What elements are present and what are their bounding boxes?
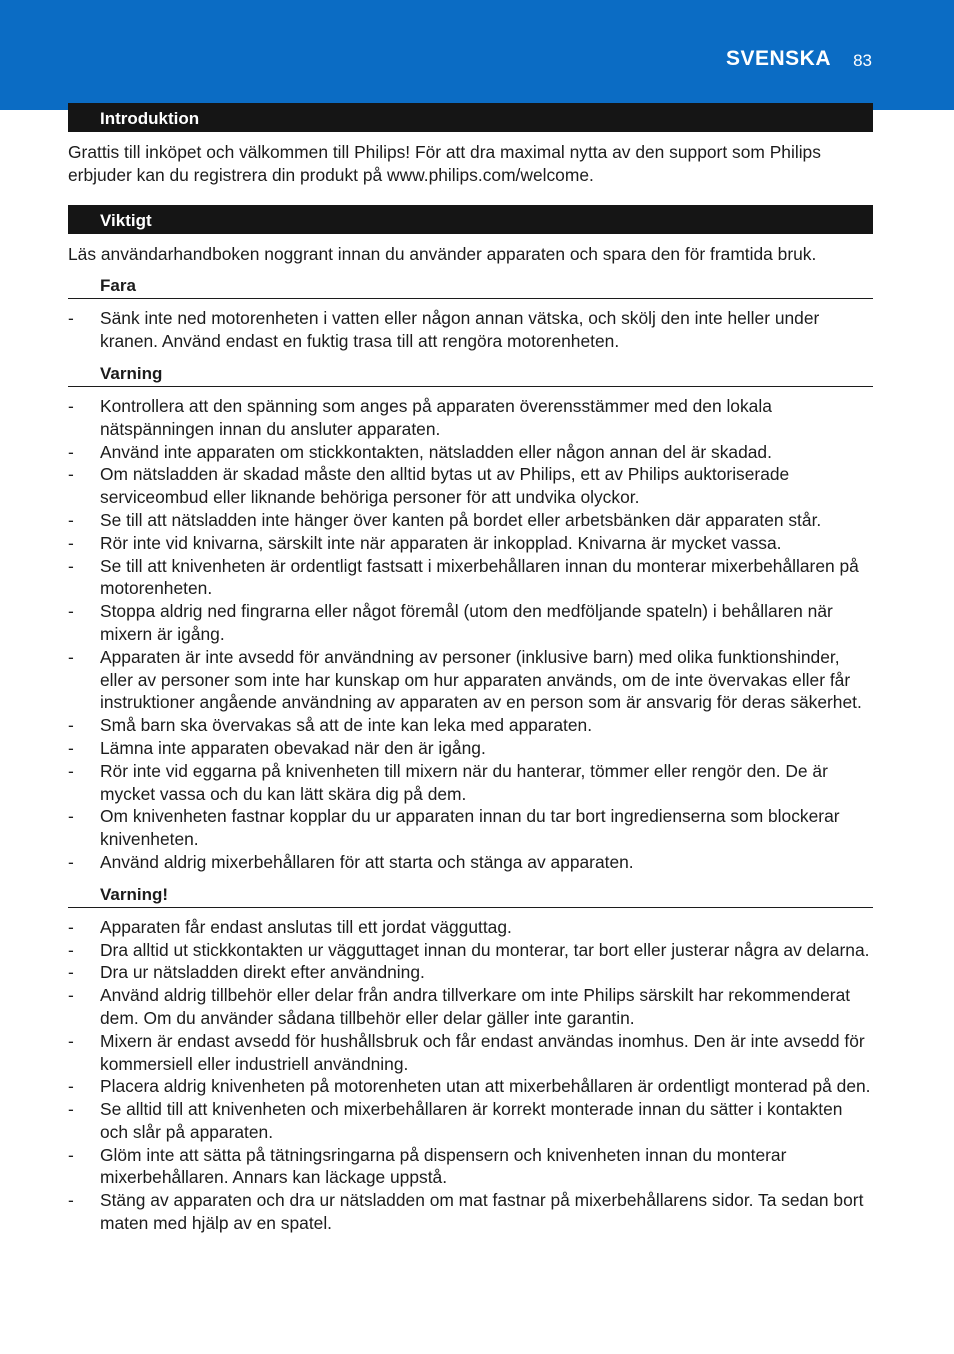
- list-item: - Använd aldrig mixerbehållaren för att starta och stänga av apparaten.: [68, 851, 873, 874]
- list-item: - Om knivenheten fastnar kopplar du ur apparaten innan du tar bort ingredienserna som blockerar knivenheten.: [68, 805, 873, 851]
- section-heading-introduktion: Introduktion: [68, 103, 873, 132]
- list-item: - Om nätsladden är skadad måste den alltid bytas ut av Philips, ett av Philips auktoriserade serviceombud eller liknande behöriga personer för att undvika olyckor.: [68, 463, 873, 509]
- list-item: - Använd inte apparaten om stickkontakten, nätsladden eller någon annan del är skadad.: [68, 441, 873, 464]
- list-item: - Rör inte vid knivarna, särskilt inte när apparaten är inkopplad. Knivarna är mycket vassa.: [68, 532, 873, 555]
- danger-list: [68, 307, 873, 353]
- list-item: - Placera aldrig knivenheten på motorenheten utan att mixerbehållaren är ordentligt monterad på den.: [68, 1075, 873, 1098]
- subheading-fara: Fara: [68, 276, 873, 299]
- list-item: - Lämna inte apparaten obevakad när den är igång.: [68, 737, 873, 760]
- list-item: - Dra ur nätsladden direkt efter användning.: [68, 961, 873, 984]
- subheading-varning-exclaim: Varning!: [68, 885, 873, 908]
- list-item: - Använd aldrig tillbehör eller delar från andra tillverkare om inte Philips särskilt har rekommenderat dem. Om du använder sådana tillbehör eller delar gäller inte garantin.: [68, 984, 873, 1030]
- warning-list: [68, 395, 873, 874]
- caution-list: [68, 916, 873, 1235]
- section-heading-viktigt: Viktigt: [68, 205, 873, 234]
- list-item: - Se till att nätsladden inte hänger över kanten på bordet eller arbetsbänken där apparaten står.: [68, 509, 873, 532]
- list-item: - Dra alltid ut stickkontakten ur vägguttaget innan du monterar, tar bort eller justerar några av delarna.: [68, 939, 873, 962]
- list-item: - Mixern är endast avsedd för hushållsbruk och får endast användas inomhus. Den är inte avsedd för kommersiell eller industriell användning.: [68, 1030, 873, 1076]
- list-item: - Kontrollera att den spänning som anges på apparaten överensstämmer med den lokala nätspänningen innan du ansluter apparaten.: [68, 395, 873, 441]
- page-number: 83: [853, 51, 872, 70]
- important-paragraph: Läs användarhandboken noggrant innan du använder apparaten och spara den för framtida bruk.: [68, 243, 817, 264]
- list-item: - Små barn ska övervakas så att de inte kan leka med apparaten.: [68, 714, 873, 737]
- list-item: - Se till att knivenheten är ordentligt fastsatt i mixerbehållaren innan du monterar mixerbehållaren på motorenheten.: [68, 555, 873, 601]
- list-item: - Rör inte vid eggarna på knivenheten till mixern när du hanterar, tömmer eller rengör den. De är mycket vassa och du kan lätt skära dig på dem.: [68, 760, 873, 806]
- page-content: [68, 103, 873, 1235]
- list-item: - Glöm inte att sätta på tätningsringarna på dispensern och knivenheten innan du monterar mixerbehållaren. Annars kan läckage uppstå.: [68, 1144, 873, 1190]
- list-item: - Apparaten får endast anslutas till ett jordat vägguttag.: [68, 916, 873, 939]
- language-label: SVENSKA: [725, 47, 831, 70]
- list-item: - Stoppa aldrig ned fingrarna eller något föremål (utom den medföljande spateln) i behållaren när mixern är igång.: [68, 600, 873, 646]
- page-header-bar: [0, 0, 954, 110]
- list-item: - Se alltid till att knivenheten och mixerbehållaren är korrekt monterade innan du sätter i kontakten och slår på apparaten.: [68, 1098, 873, 1144]
- list-item: - Apparaten är inte avsedd för användning av personer (inklusive barn) med olika funktionshinder, eller av personer som inte har kunskap om hur apparaten används, om de inte övervakas eller får instruktioner angående användning av apparaten av en person som är ansvarig för deras säkerhet.: [68, 646, 873, 714]
- intro-paragraph: Grattis till inköpet och välkommen till Philips! För att dra maximal nytta av den support som Philips erbjuder kan du registrera din produkt på www.philips.com/welcome.: [68, 142, 821, 185]
- list-item: - Sänk inte ned motorenheten i vatten eller någon annan vätska, och skölj den inte heller under kranen. Använd endast en fuktig trasa till att rengöra motorenheten.: [68, 307, 873, 353]
- list-item: - Stäng av apparaten och dra ur nätsladden om mat fastnar på mixerbehållarens sidor. Ta sedan bort maten med hjälp av en spatel.: [68, 1189, 873, 1235]
- subheading-varning: Varning: [68, 364, 873, 387]
